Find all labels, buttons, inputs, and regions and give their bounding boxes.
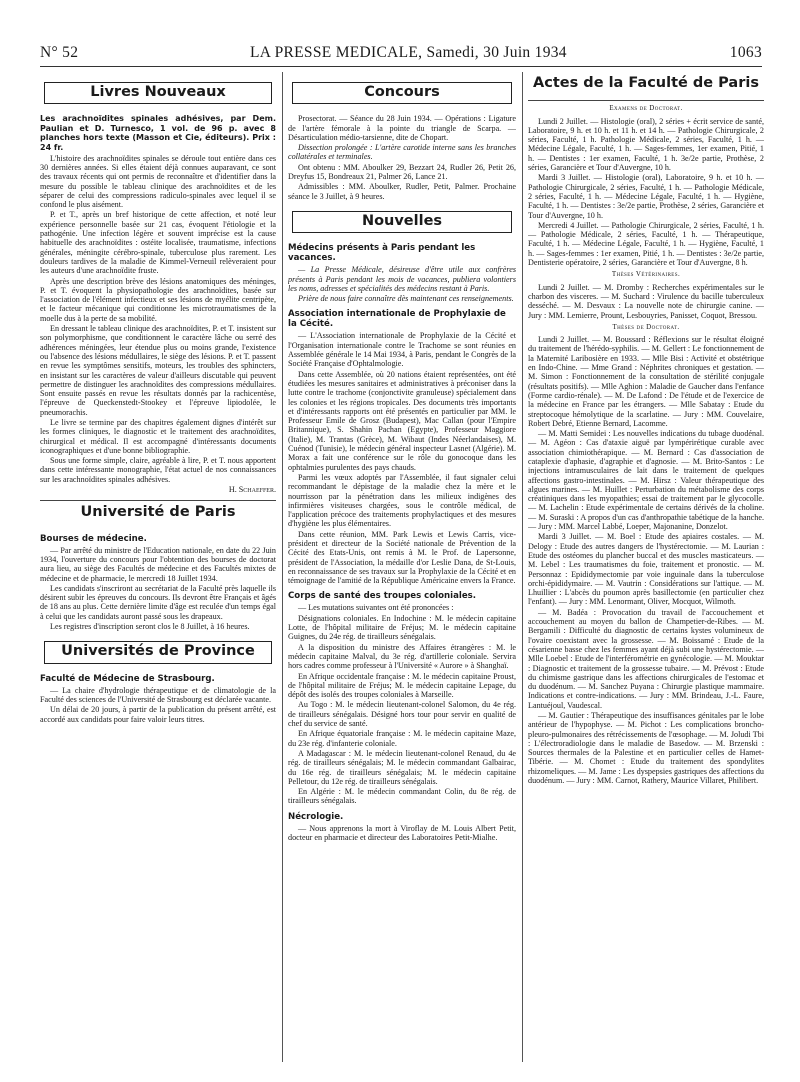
- doctorat-paragraph: — M. Gautier : Thérapeutique des insuffisances génitales par le lobe antérieur de l'hypophyse. — M. Pichot : Les complications broncho-pleuro-pulmonaires des rétrécissements de l'œsophage. — M. Joludi Tbi : L'électroradiologie dans le maladie de Basedow. — M. Brzenski : Sources thermales de la Palestine et en particulier celles de Hamet-Tibérie. — M. Chomet : Etude du traitement des spondylites rhizomeliques. — M. Jame : Les dyspepsies gastriques des affections du duodénum. — Jury : MM. Carnot, Rathery, Maurice Villaret, Philibert.: [528, 711, 764, 786]
- exam-paragraph: Mercredi 4 Juillet. — Pathologie Chirurgicale, 2 séries, Faculté, 1 h. — Pathologie Médicale, 2 séries, Faculté, 1 h. — Thérapeutique, Faculté, 1 h. — Médecine Légale, Faculté, 1 h. — Hygiène, Faculté, 1 h. — Sages-femmes : 1er examen, Pitié, 1 h. — Dentistes : 3e/2e partie, Dentisterie opératoire, 2 séries, Garancière et Tour d'Auvergne, 8 h.: [528, 220, 764, 268]
- column-divider-1: [282, 72, 283, 1062]
- prosectorat-text: Prosectorat. — Séance du 28 Juin 1934. — Opérations : Ligature de l'artère fémorale à la pointe du triangle de Scarpa. — Désarticulation médio-tarsienne, dite de Chopart.: [288, 114, 516, 142]
- prov-paragraph: — La chaire d'hydrologie thérapeutique et de climatologie de la Faculté des sciences de l'Université de Strasbourg est déclarée vacante.: [40, 685, 276, 704]
- doctorat-paragraph: Mardi 3 Juillet. — M. Boel : Etude des apiaires costales. — M. Delogy : Etude des autres dangers de l'hystérectomie. — M. Laurian : Etude des ostéomes du plancher buccal et des muscles masticateurs. — M. Lebel : Les traumatismes du foie, traitement et pronostic. — M. Personnaz : Epididymectomie par voie inguinale dans la tuberculose orchi-épididymaire. — M. Vautrin : Considérations sur l'attique. — M. Lhuillier : L'abcès du poumon après basillectomie (en particulier chez l'enfant). — Jury : MM. Lenormant, Oliver, Mocquot, Wilmoth.: [528, 532, 764, 607]
- medecins-prie: Prière de nous faire connaître dès maintenant ces renseignements.: [298, 294, 514, 304]
- doctorat-paragraph: Lundi 2 Juillet. — M. Boussard : Réflexions sur le résultat éloigné du traitement de l'hérédo-syphilis. — M. Gellert : Le fonctionnement de la Maternité Laribosière en 1933. — Mlle Bisi : Activité et obstétrique en Indo-Chine. — Mme Grand : Néphrites chroniques et gestation. — M. Simon : Fonctionnement de la consultation de stérilité conjugale (résultats positifs). — Mlle Aghion : Maladie de Gaucher dans l'enfance (Forme cardio-rénale). — M. De Lafond : De l'étude et de l'exercice de la médecine en France par les étrangers. — Mlle Sabatay : Etude du streptocoque hémolytique de la scarlatine. — Jury : MM. Couvelaire, Robert Debré, Etienne Bernard, Lacomme.: [528, 335, 764, 428]
- doctorat-paragraph: — M. Badéa : Provocation du travail de l'accouchement et accouchement au moyen du ballon de Champetier-de-Ribes. — M. Bergamili : Difficulté du diagnostic de certains kystes volumineux de l'ovaire coexistant avec la grossesse. — M. Boissamé : Etude de la césarienne basse chez les femmes ayant déjà subi une hystérectomie. — Mlle Loebel : Etude de l'interférométrie en gynécologie. — M. Mouktar : Diagnostic et traitement de la grossesse tubaire. — M. Prévost : Etude du chimisme gastrique dans les affections chirurgicales de l'estomac et du duodénum. — M. Sanchez Puyana : Chirurgie plastique mammaire. Indications et contre-indications. — Jury : MM. Brindeau, J.-L. Faure, Lantuéjoul, Vaudescal.: [528, 607, 764, 710]
- theses-veterinaires-heading: Thèses Vétérinaires.: [611, 270, 681, 279]
- page-number: 1063: [729, 44, 762, 61]
- corps-heading: Corps de santé des troupes coloniales.: [288, 591, 477, 602]
- association-paragraph: Dans cette Assemblée, où 20 nations étaient représentées, ont été étudiées les mesures sanitaires et administratives à préconiser dans la lutte contre le trachome (conjonctivite granuleuse) spécialement dans les colonies et les régions tropicales. Des documents très importants et d'intéressants rapports ont été présentés en particulier par MM. le Professeur Emile de Grosz (Budapest), Mac Callan (pour l'Empire Britannique), S. Shahin Pachan (Egypte), Professeur Maggiore (Italie), M. Trantas (Grèce), M. Wibaut (Indes Néerlandaises), M. Cuénod (Tunisie), le médecin général inspecteur Lasnet (Algérie). M. Morax a fait une conférence sur le rôle du gonocoque dans les ophtalmies purulentes des pays chauds.: [288, 369, 516, 472]
- association-paragraph: Dans cette réunion, MM. Park Lewis et Lewis Carris, vice-président et directeur de la Société nationale de Prévention de la Cécité des Etats-Unis, ont remis à M. le Prof. de Lapersonne, président de l'Association, la médaille d'or Leslie Dana, de St-Louis, en reconnaissance de ses travaux sur la Prophylaxie de la Cécité et en témoignage de l'amitié de la République Américaine envers la France.: [288, 529, 516, 586]
- bourses-heading: Bourses de médecine.: [40, 533, 147, 544]
- corps-paragraph: En Afrique occidentale française : M. le médecin capitaine Proust, de l'hôpital militaire de Fréjus; M. le médecin capitaine Lepage, du dépôt des isolés des troupes coloniales à Marseille.: [288, 671, 516, 700]
- nouvelles-title: Nouvelles: [292, 211, 512, 233]
- necrologie-heading: Nécrologie.: [288, 811, 344, 822]
- association-heading: Association internationale de Prophylaxie de la Cécité.: [288, 309, 506, 330]
- column-3: [528, 72, 764, 1072]
- review-paragraph: En dressant le tableau clinique des arachnoïdites, P. et T. insistent sur son polymorphisme, que conditionnent le caractère lâche ou serré des adhérences méningées, leur étendue plus ou moins grande, l'existence ou l'absence des lésions médullaires, le siège des lésions. P. et T. passent en revue les symptômes sensitifs, moteurs, les troubles des sphincters, en insistant sur les caractères de valeur d'ailleurs discutable qui peuvent permettre de distinguer les arachnoïdites des compressions médullaires. Sont ensuite passés en revue les résultats donnés par la rachicentèse, l'épreuve de Queckenstedt-Stookey et l'épreuve lipiodolée, le pneumorachis.: [40, 324, 276, 417]
- review-paragraph: P. et T., après un bref historique de cette affection, et noté leur expérience personnelle basée sur 21 cas, évoquent l'étiologie et la pathogénie. Une infection légère et souvent imprécise est la cause habituelle des arachnoïdites : ostéite localisée, traumatisme, infections générales, méningite cérébro-spinale, tuberculose plus rarement. Les douleurs tardives de la maladie de Kimmel-Verneuil relèveraient pour les auteurs d'une arachnoïdite fruste.: [40, 210, 276, 276]
- association-paragraph: — L'Association internationale de Prophylaxie de la Cécité et l'Organisation internationale contre le Trachome se sont réunies en Assemblée générale le 14 Mai 1934, à Paris, pendant le Congrès de la Société Française d'Ophtalmologie.: [288, 331, 516, 369]
- issue-number: N° 52: [40, 44, 79, 61]
- obtenu-text: Ont obtenu : MM. Aboulker 29, Bezzart 24, Rudler 26, Petit 26, Dreyfus 15, Bondreaux 21, Palmer 26, Lance 21.: [288, 162, 516, 182]
- univ-paragraph: Les candidats s'inscriront au secrétariat de la Faculté près laquelle ils désirent subir les épreuves du concours. Ils devront être Français et âgés de 18 ans au plus. Cette dernière limite d'âge est reculée d'un temps égal à celui que les candidats auront passé sous les drapeaux.: [40, 583, 276, 621]
- corps-paragraph: En Algérie : M. le médecin commandant Colin, du 8e rég. de tirailleurs sénégalais.: [288, 787, 516, 806]
- examens-heading: Examens de Doctorat.: [609, 104, 683, 113]
- review-paragraph: Après une description brève des lésions anatomiques des méninges, P. et T. évoquent la physiopathologie des arachnoïdites, basée sur l'association de l'élément infectieux et ses lésions de myélite centripète, et le facteur mécanique qui conditionne les microtraumatismes de la moelle dus à la perte de sa mobilité.: [40, 276, 276, 323]
- exam-paragraph: Lundi 2 Juillet. — Histologie (oral), 2 séries + écrit service de santé, Laboratoire, 9 h. et 10 h. et 11 h. et 14 h. — Pathologie Chirurgicale, 2 séries, Faculté, 1 h. Pathologie Médicale, 2 séries, Faculté, 1 h. — Médecine Légale, Faculté, 1 h. — Sages-femmes, 1er examen, Pitié, 1 h. — Dentistes : 1er examen, Faculté, 1 h. 3e/2e partie, Prothèse, 2 séries, Garancière et Tour d'Auvergne, 10 h.: [528, 116, 764, 173]
- page-header: [40, 44, 762, 64]
- univ-paragraph: Les registres d'inscription seront clos le 8 Juillet, à 16 heures.: [50, 622, 250, 632]
- review-paragraph: Sous une forme simple, claire, agréable à lire, P. et T. nous apportent dans cette intéressante monographie, l'état actuel de nos connaissances sur les arachnoïdites spinales adhésives.: [40, 456, 276, 484]
- doctorat-paragraph: — M. Matti Semidei : Les nouvelles indications du tubage duodénal. — M. Agéon : Cas d'ataxie aiguë par lympérirétique curable avec association chimiothérapique. — M. Bernard : Cas d'association de cataplexie d'aphasie, d'agraphie et d'agnosie. — M. Brito-Santos : Le injections intramusculaires de lait dans le traitement de quelques affections gastro-intestinales. — M. Hirsz : Valeur thérapeutique des algues marines. — M. Huillet : Perturbation du métabolisme des corps créatiniques dans les myopathies; essai de traitement par le glycocolle. — M. Lachelin : Etude expérimentale de certains dérivés de la choline. — M. Suraski : A propos d'un cas d'anthropathie tabétique de la hanche. — Jury : MM. Marcel Labbé, Loeper, Majonanine, Donzelot.: [528, 429, 764, 532]
- corps-paragraph: Au Togo : M. le médecin lieutenant-colonel Salomon, du 4e rég. de tirailleurs sénégalais. Désigné hors tour pour servir en qualité de chef du service de santé.: [288, 700, 516, 729]
- book-review: [40, 154, 276, 484]
- column-divider-2: [522, 72, 523, 1062]
- concours-title: Concours: [292, 82, 512, 104]
- title-rule: [528, 100, 764, 101]
- corps-paragraph: A la disposition du ministre des Affaires étrangères : M. le médecin capitaine Malval, du 3e rég. d'artillerie coloniale. Servira hors cadres comme professeur à l'Université « Aurore » à Shanghaï.: [288, 642, 516, 671]
- theses-doctorat-heading: Thèses de Doctorat.: [612, 322, 680, 331]
- vet-paragraph: Lundi 2 Juillet. — M. Dromby : Recherches expérimentales sur le charbon des visceres. — M. Suchard : Virulence du bacille tuberculeux desséché. — M. Desvaux : La nouvelle note de chirurgie canine. — Jury : MM. Lemierre, Prount, Lesbouyries, Panisset, Coquot, Bressou.: [528, 282, 764, 320]
- necrologie-text: — Nous apprenons la mort à Viroflay de M. Louis Albert Petit, docteur en pharmacie et directeur des Laboratoires Petit-Mialhe.: [288, 823, 516, 842]
- section-rule: [40, 500, 276, 501]
- dissection-text: Dissection prolongée : L'artère carotide interne sans les branches collatérales et terminales.: [288, 143, 516, 162]
- medecins-text: — La Presse Médicale, désireuse d'être utile aux confrères présents à Paris pendant les mois de vacances, publiera volontiers les noms, adresses et spécialités des médecins restant à Paris.: [288, 265, 516, 293]
- exam-paragraph: Mardi 3 Juillet. — Histologie (oral), Laboratoire, 9 h. et 10 h. — Pathologie Chirurgicale, 2 séries, Faculté, 1 h. — Pathologie Médicale, 2 séries, Faculté, 1 h. — Médecine Légale, Faculté, 1 h. — Hygiène, Faculté, 1 h. — Dentistes : 3e/2e partie, Prothèse, 2 séries, Garancière et Tour d'Auvergne, 10 h.: [528, 173, 764, 220]
- corps-paragraph: En Afrique équatoriale française : M. le médecin capitaine Maze, du 23e rég. d'infanterie coloniale.: [288, 729, 516, 748]
- book-heading: Les arachnoïdites spinales adhésives, par Dem. Paulian et D. Turnesco, 1 vol. de 96 p. avec 8 planches hors texte (Masson et Cie, éditeurs). Prix : 24 fr.: [40, 114, 276, 153]
- univ-paragraph: — Par arrêté du ministre de l'Education nationale, en date du 22 Juin 1934, l'ouverture du concours pour l'obtention des bourses de doctorat aura lieu, au siège des Facultés de médecine et des Facultés mixtes de médecine et de pharmacie, le mercredi 18 Juillet 1934.: [40, 545, 276, 583]
- corps-paragraph: A Madagascar : M. le médecin lieutenant-colonel Renaud, du 4e rég. de tirailleurs sénégalais; M. le médecin commandant Galbairac, du 16e rég. de tirailleurs sénégalais; M. le médecin capitaine Pelletour, du 12e rég. de tirailleurs sénégalais.: [288, 748, 516, 786]
- review-paragraph: Le livre se termine par des chapitres également dignes d'intérêt sur les formes cliniques, le diagnostic et le traitement des arachnoïdites, chirurgical et médical. Il est accompagné d'intéressants documents iconographiques et d'une bonne bibliographie.: [40, 417, 276, 455]
- column-1: [40, 72, 276, 1072]
- corps-paragraph: — Les mutations suivantes ont été prononcées :: [298, 603, 454, 613]
- header-rule: [40, 66, 762, 67]
- admissibles-text: Admissibles : MM. Aboulker, Rudler, Petit, Palmer. Prochaine séance le 3 Juillet, à 9 heures.: [288, 182, 516, 201]
- association-paragraph: Parmi les vœux adoptés par l'Assemblée, il faut signaler celui recommandant le dépistage de la maladie chez la mère et le nourrisson par la pénétration dans les milieux indigènes des infirmières visiteuses chargées, sous le contrôle médical, de l'application précoce des traitements prophylactiques et des mesures d'hygiène les plus élémentaires.: [288, 472, 516, 529]
- review-paragraph: L'histoire des arachnoïdites spinales se déroule tout entière dans ces 30 dernières années. Si elles étaient déjà connues auparavant, ce sont des travaux récents qui ont permis de reconnaître et d'identifier dans la mesure du possible le tableau clinique des arachnoïdites et de les séparer de celui des compressions radiculo-spinales avec lequel il se confond le plus aisément.: [40, 153, 276, 210]
- actes-faculte-title: Actes de la Faculté de Paris: [533, 75, 759, 91]
- prov-paragraph: Un délai de 20 jours, à partir de la publication du présent arrêté, est accordé aux candidats pour faire valoir leurs titres.: [40, 705, 276, 724]
- journal-title-date: LA PRESSE MEDICALE, Samedi, 30 Juin 1934: [250, 44, 567, 61]
- review-signature: H. Schaeffer.: [228, 485, 276, 495]
- strasbourg-heading: Faculté de Médecine de Strasbourg.: [40, 673, 215, 684]
- medecins-heading: Médecins présents à Paris pendant les vacances.: [288, 243, 476, 264]
- universites-province-title: Universités de Province: [44, 641, 272, 663]
- livres-nouveaux-title: Livres Nouveaux: [44, 82, 272, 104]
- corps-paragraph: Désignations coloniales. En Indochine : M. le médecin capitaine Lotte, de l'hôpital militaire de Fréjus; M. le médecin capitaine Guignes, du 24e rég. de tirailleurs sénégalais.: [288, 613, 516, 642]
- universite-paris-title: Université de Paris: [80, 504, 236, 521]
- column-2: [288, 72, 516, 1072]
